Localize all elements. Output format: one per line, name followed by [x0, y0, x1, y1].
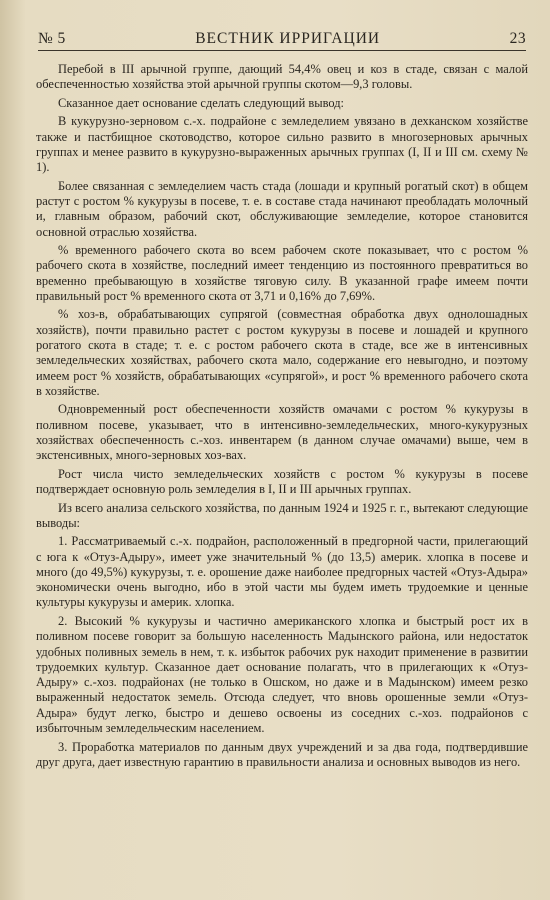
paragraph: % временного рабочего скота во всем рабочем скоте показывает, что с ростом % рабочего скота в хозяйстве, последний имеет тенденцию из постоянного превратиться во временно пребывающую в хозяйстве тяговую силу. В указанной графе имеем почти правильный рост % временного скота от 3,71 и 0,16% до 7,69%.: [36, 243, 528, 303]
paragraph: В кукурузно-зерновом с.-х. подрайоне с земледелием увязано в дехканском хозяйстве также и пастбищное скотоводство, которое сильно развито в многозерновых арычных группах и менее развито в кукурузно-выраженных арычных группах (I, II и III см. схему № 1).: [36, 114, 528, 175]
paragraph: Из всего анализа сельского хозяйства, по данным 1924 и 1925 г. г., вытекают следующие выводы:: [36, 500, 528, 530]
paragraph: % хоз-в, обрабатывающих супрягой (совместная обработка двух однолошадных хозяйств), почти правильно растет с ростом кукурузы в посеве и лошадей и крупного рогатого скота в стаде; т. е. с ростом рабочего скота в стаде, все же в интенсивных земледельческих хозяйствах, рабочего скота мало, содержание его невыгодно, и поэтому имеем рост % хозяйств, обрабатывающих «супрягой», и рост % временного рабочего скота в хозяйстве.: [36, 307, 528, 398]
paragraph: Рост числа чисто земледельческих хозяйств с ростом % кукурузы в посеве подтверждает основную роль земледелия в I, II и III арычных группах.: [36, 466, 528, 497]
paragraph: Перебой в III арычной группе, дающий 54,4% овец и коз в стаде, связан с малой обеспеченностью хозяйства этой арычной группы скотом—9,3 головы.: [36, 62, 528, 92]
article-body: [36, 62, 528, 773]
issue-number: № 5: [38, 30, 66, 47]
page-number: 23: [509, 30, 526, 47]
paragraph: 2. Высокий % кукурузы и частично американского хлопка и быстрый рост их в поливном посеве говорит за большую населенность Мадынского района, или недостаток удобных поливных земель в нем, т. к. избыток рабочих рук находит применение в развитии трудоемких культур. Сказанное дает основание полагать, что в прилегающих к «Отуз-Адыру» с.-хоз. подрайонах (не только в Ошском, но даже и в Мадынском) имеем резко выраженный недостаток земель. Отсюда следует, что вновь орошенные земли «Отуз-Адыра» будут легко, быстро и дешево освоены из соседних с.-хоз. подрайонов с избыточным земледельческим населением.: [36, 613, 528, 736]
paragraph: 3. Проработка материалов по данным двух учреждений и за два года, подтвердившие друг друга, дает известную гарантию в правильности анализа и основных выводов из него.: [36, 739, 528, 769]
paragraph: 1. Рассматриваемый с.-х. подрайон, расположенный в предгорной части, прилегающий с юга к «Отуз-Адыру», имеет уже значительный % (до 13,5) америк. хлопка в посеве и много (до 49,5%) кукурузы, т. е. орошение даже наиболее предгорных частей «Отуз-Адыра» экономически очень выгодно, ибо в этой части мы будем иметь трудоемкие и ценные культуры кукурузы и америк. хлопка.: [36, 534, 528, 610]
paragraph: Сказанное дает основание сделать следующий вывод:: [58, 95, 344, 110]
running-header: [38, 26, 526, 51]
paragraph: Более связанная с земледелием часть стада (лошади и крупный рогатый скот) в общем растут с ростом % кукурузы в посеве, т. е. в составе стада начинают преобладать молочный и, главным образом, рабочий скот, обслуживающие земледелие, которое становится основной отраслью хозяйства.: [36, 178, 528, 239]
paragraph: Одновременный рост обеспеченности хозяйств омачами с ростом % кукурузы в поливном посеве, указывает, что в интенсивно-земледельческих, много-кукурузных хозяйствах обеспеченность с.-хоз. инвентарем (в данном случае омачами) выше, чем в экстенсивных, много-зерновых хоз-вах.: [36, 402, 528, 463]
journal-title: ВЕСТНИК ИРРИГАЦИИ: [195, 30, 381, 47]
